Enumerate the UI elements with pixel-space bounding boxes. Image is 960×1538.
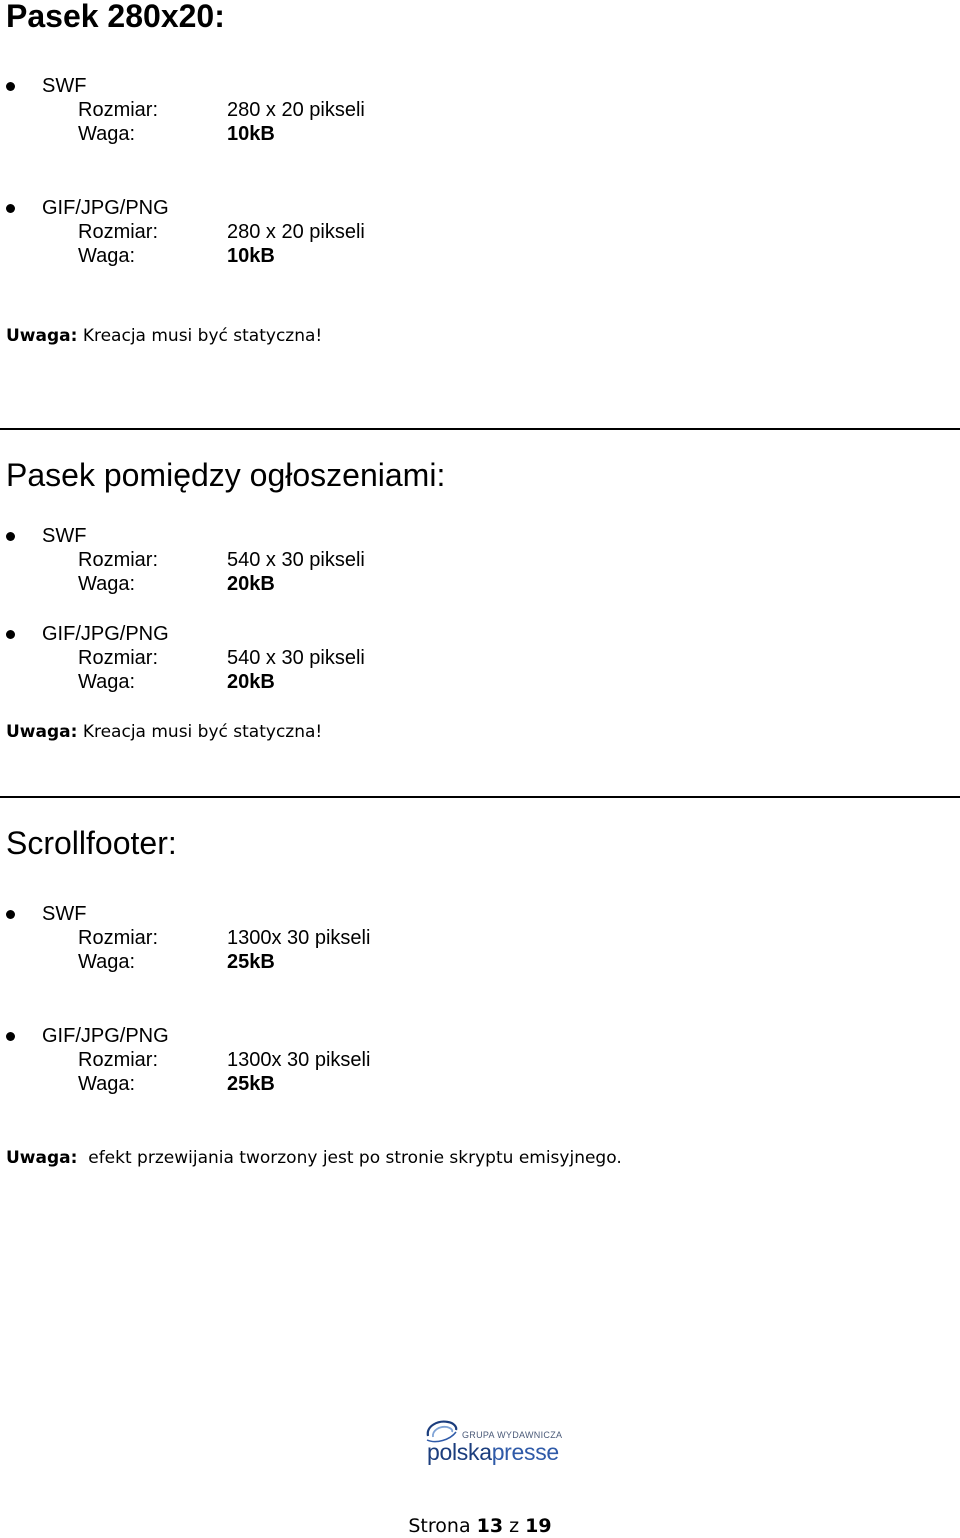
bullet-icon [6,532,15,541]
note-text: Kreacja musi być statyczna! [82,326,323,346]
logo-wordmark [427,1439,559,1466]
footer-prefix: Strona [408,1515,471,1537]
format-name: GIF/JPG/PNG [42,623,169,645]
footer-separator: z [509,1515,520,1537]
page-footer [0,1514,960,1538]
weight-label: Waga: [78,951,136,973]
polskapresse-logo [424,1418,564,1468]
weight-value: 25kB [227,1073,275,1095]
bullet-icon [6,204,15,213]
section-divider [0,428,960,430]
logo-wordmark-part1: polska [427,1439,492,1465]
bullet-icon [6,630,15,639]
logo-subtitle: GRUPA WYDAWNICZA [462,1430,563,1440]
size-value: 280 x 20 pikseli [227,99,365,121]
footer-page-number: 13 [476,1515,504,1537]
logo-wordmark-part2: presse [491,1439,559,1465]
size-label: Rozmiar: [78,99,159,121]
format-name: GIF/JPG/PNG [42,197,169,219]
section-divider [0,796,960,798]
section-title: Pasek 280x20: [6,0,225,34]
weight-value: 10kB [227,123,275,145]
size-value: 1300x 30 pikseli [227,927,371,949]
size-value: 280 x 20 pikseli [227,221,365,243]
note-label: Uwaga: [6,326,78,346]
note-text: efekt przewijania tworzony jest po stronie skryptu emisyjnego. [88,1148,622,1168]
format-name: SWF [42,75,87,97]
weight-label: Waga: [78,123,136,145]
size-value: 540 x 30 pikseli [227,549,365,571]
format-name: SWF [42,903,87,925]
footer-page-total: 19 [525,1515,552,1537]
size-label: Rozmiar: [78,221,159,243]
size-label: Rozmiar: [78,927,159,949]
weight-label: Waga: [78,245,136,267]
bullet-icon [6,910,15,919]
bullet-icon [6,1032,15,1041]
note [6,1146,622,1170]
weight-value: 10kB [227,245,275,267]
size-value: 1300x 30 pikseli [227,1049,371,1071]
note [6,720,322,744]
format-name: GIF/JPG/PNG [42,1025,169,1047]
weight-label: Waga: [78,573,136,595]
weight-label: Waga: [78,1073,136,1095]
size-value: 540 x 30 pikseli [227,647,365,669]
note [6,324,322,348]
weight-label: Waga: [78,671,136,693]
weight-value: 20kB [227,573,275,595]
weight-value: 25kB [227,951,275,973]
note-text: Kreacja musi być statyczna! [82,722,323,742]
size-label: Rozmiar: [78,549,159,571]
note-label: Uwaga: [6,722,78,742]
note-label: Uwaga: [6,1148,78,1168]
section-title: Pasek pomiędzy ogłoszeniami: [6,457,446,493]
size-label: Rozmiar: [78,1049,159,1071]
weight-value: 20kB [227,671,275,693]
bullet-icon [6,82,15,91]
section-title: Scrollfooter: [6,825,177,861]
size-label: Rozmiar: [78,647,159,669]
format-name: SWF [42,525,87,547]
